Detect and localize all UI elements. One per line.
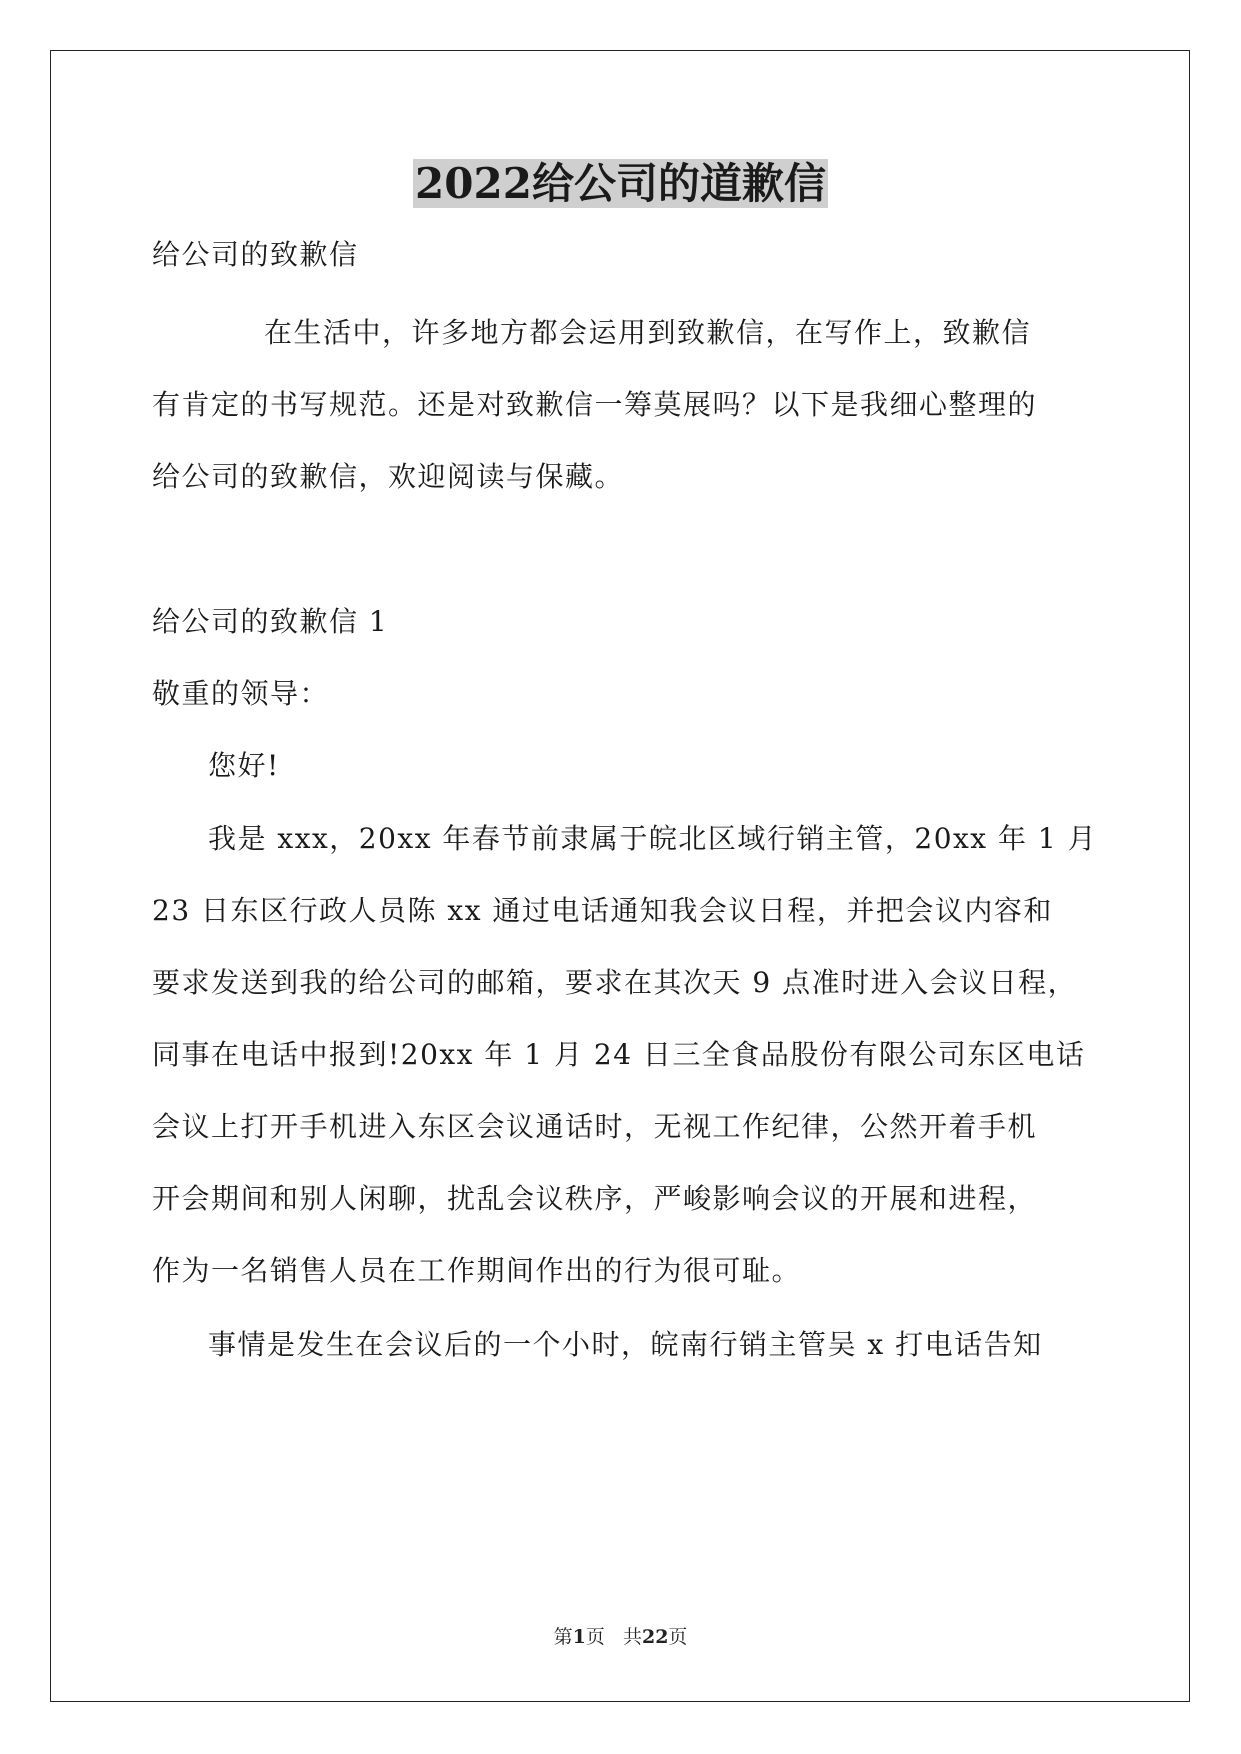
paragraph-line: 23 日东区行政人员陈 xx 通过电话通知我会议日程，并把会议内容和 (152, 894, 1053, 927)
page-border (50, 50, 1190, 1702)
document-title (0, 158, 1241, 210)
page-unit: 页 (585, 1626, 605, 1648)
total-unit: 页 (668, 1626, 688, 1648)
greeting: 您好! (208, 749, 280, 782)
paragraph-line: 要求发送到我的给公司的邮箱，要求在其次天 9 点准时进入会议日程， (152, 966, 1078, 999)
paragraph-line: 会议上打开手机进入东区会议通话时，无视工作纪律，公然开着手机 (152, 1110, 1038, 1143)
letter-heading: 给公司的致歉信 1 (152, 605, 389, 638)
page-footer (0, 1622, 1241, 1649)
salutation: 敬重的领导： (152, 677, 330, 710)
paragraph-line: 事情是发生在会议后的一个小时，皖南行销主管吴 x 打电话告知 (208, 1328, 1043, 1361)
paragraph-line: 给公司的致歉信，欢迎阅读与保藏。 (152, 460, 625, 493)
paragraph-line: 同事在电话中报到!20xx 年 1 月 24 日三全食品股份有限公司东区电话 (152, 1038, 1086, 1071)
paragraph-line: 有肯定的书写规范。还是对致歉信一筹莫展吗？以下是我细心整理的 (152, 388, 1038, 421)
page-prefix: 第 (553, 1626, 573, 1648)
paragraph-line: 作为一名销售人员在工作期间作出的行为很可耻。 (152, 1254, 802, 1287)
total-prefix: 共 (622, 1626, 642, 1648)
page-total: 22 (641, 1626, 669, 1648)
paragraph-line: 在生活中，许多地方都会运用到致歉信，在写作上，致歉信 (264, 316, 1032, 349)
page-current: 1 (572, 1626, 586, 1648)
document-title-text: 2022给公司的道歉信 (415, 159, 826, 208)
section-heading: 给公司的致歉信 (152, 238, 359, 271)
paragraph-line: 我是 xxx，20xx 年春节前隶属于皖北区域行销主管，20xx 年 1 月 (208, 822, 1098, 855)
paragraph-line: 开会期间和别人闲聊，扰乱会议秩序，严峻影响会议的开展和进程， (152, 1182, 1038, 1215)
